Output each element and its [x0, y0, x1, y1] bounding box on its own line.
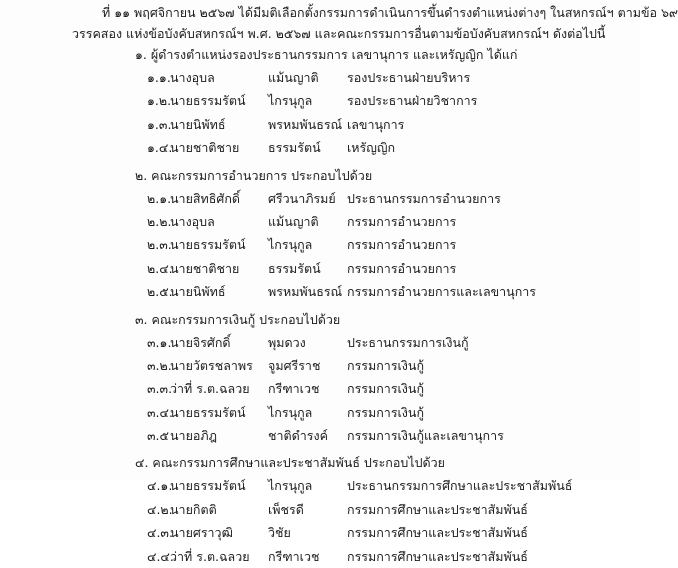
member-surname: ไกรนุกูล — [268, 237, 313, 253]
member-surname: กรีฑาเวช — [268, 548, 320, 564]
member-number: ๒.๒. — [147, 213, 172, 229]
member-surname: ธรรมรัตน์ — [268, 140, 321, 156]
member-surname: ธรรมรัตน์ — [268, 260, 321, 276]
member-row — [0, 136, 640, 159]
member-row — [0, 377, 640, 400]
member-surname: ไกรนุกูล — [268, 478, 313, 494]
member-name: ว่าที่ ร.ต.ฉลวย — [170, 548, 250, 564]
member-name: นายธรรมรัตน์ — [170, 93, 246, 109]
member-row — [0, 113, 640, 136]
member-number: ๒.๑. — [147, 190, 172, 206]
member-surname: แม้นญาติ — [268, 213, 319, 229]
section-heading: ๔. คณะกรรมการศึกษาและประชาสัมพันธ์ ประกอบไปด้วย — [135, 455, 445, 471]
member-surname: พรหมพันธรณ์ — [268, 116, 343, 132]
member-number: ๓.๔. — [147, 404, 173, 420]
member-surname: วิชัย — [268, 525, 291, 541]
member-surname: พรหมพันธรณ์ — [268, 284, 343, 300]
member-number: ๓.๒. — [147, 357, 172, 373]
intro-paragraph — [72, 2, 678, 44]
member-name: นายศราวุฒิ — [170, 525, 233, 541]
member-surname: ไกรนุกูล — [268, 404, 313, 420]
member-role: กรรมการเงินกู้ — [347, 357, 425, 373]
member-role: ประธานกรรมการอำนวยการ — [347, 190, 501, 206]
member-name: นางอุบล — [170, 213, 215, 229]
member-number: ๔.๓. — [147, 525, 173, 541]
member-surname: พุมดวง — [268, 334, 306, 350]
member-row — [0, 474, 640, 497]
member-number: ๑.๑. — [147, 70, 171, 85]
member-row — [0, 354, 640, 377]
member-role: ประธานกรรมการศึกษาและประชาสัมพันธ์ — [347, 478, 573, 494]
member-surname: ศรีวนาภิรมย์ — [268, 190, 336, 206]
intro-line-2: วรรคสอง แห่งข้อบังคับสหกรณ์ฯ พ.ศ. ๒๕๖๗ และคณะกรรมการอื่นตามข้อบังคับสหกรณ์ฯ ดังต่อไปนี้ — [72, 26, 606, 41]
member-name: นายชาติชาย — [170, 260, 240, 276]
member-surname: กรีฑาเวช — [268, 381, 320, 397]
member-surname: ชาติดำรงค์ — [268, 428, 328, 444]
member-role: เลขานุการ — [347, 116, 405, 132]
member-role: รองประธานฝ่ายวิชาการ — [347, 93, 478, 109]
member-role: กรรมการอำนวยการ — [347, 213, 457, 229]
member-number: ๓.๓. — [147, 381, 173, 397]
member-row — [0, 89, 640, 112]
member-number: ๑.๓. — [147, 116, 172, 132]
section-heading: ๒. คณะกรรมการอำนวยการ ประกอบไปด้วย — [135, 167, 373, 183]
member-name: นายจิรศักดิ์ — [170, 334, 231, 350]
member-role: กรรมการอำนวยการ — [347, 260, 457, 276]
member-role: กรรมการศึกษาและประชาสัมพันธ์ — [347, 501, 528, 517]
member-row — [0, 498, 640, 521]
member-surname: จูมศรีราช — [268, 357, 321, 373]
member-name: นายธรรมรัตน์ — [170, 237, 246, 253]
member-surname: ไกรนุกูล — [268, 93, 313, 109]
section-heading: ๑. ผู้ดำรงตำแหน่งรองประธานกรรมการ เลขานุการ และเหรัญญิก ได้แก่ — [135, 47, 518, 62]
member-row — [0, 331, 640, 354]
member-row — [0, 280, 640, 303]
member-number: ๓.๑. — [147, 334, 172, 350]
member-name: นายวัตรชลาพร — [170, 357, 253, 373]
member-name: นายนิพัทธ์ — [170, 284, 226, 300]
member-role: กรรมการเงินกู้ — [347, 381, 425, 397]
member-surname: แม้นญาติ — [268, 70, 319, 85]
member-number: ๔.๑. — [147, 478, 173, 494]
member-number: ๔.๒. — [147, 501, 173, 517]
member-role: กรรมการเงินกู้ — [347, 404, 425, 420]
member-number: ๑.๔. — [147, 140, 173, 156]
member-name: นางอุบล — [170, 70, 215, 85]
member-number: ๓.๕ — [147, 428, 169, 444]
member-row — [0, 521, 640, 544]
member-number: ๒.๓. — [147, 237, 172, 253]
member-role: ประธานกรรมการเงินกู้ — [347, 334, 469, 350]
sections-list — [0, 43, 640, 568]
member-name: นายชาติชาย — [170, 140, 240, 156]
member-number: ๒.๕. — [147, 284, 173, 300]
member-row — [0, 210, 640, 233]
member-name: นายธรรมรัตน์ — [170, 404, 246, 420]
section-heading: ๓. คณะกรรมการเงินกู้ ประกอบไปด้วย — [135, 311, 341, 327]
member-name: นายธรรมรัตน์ — [170, 478, 246, 494]
member-name: ว่าที่ ร.ต.ฉลวย — [170, 381, 250, 397]
member-row — [0, 66, 640, 89]
member-row — [0, 233, 640, 256]
member-row — [0, 187, 640, 210]
member-surname: เพ็ชรดี — [268, 501, 304, 517]
member-name: นายกิตติ — [170, 501, 217, 517]
intro-line-1: ที่ ๑๑ พฤศจิกายน ๒๕๖๗ ได้มีมติเลือกตั้งกรรมการดำเนินการขึ้นดำรงตำแหน่งต่างๆ ในสหกรณ์ฯ ตามข้อ ๖๙ — [102, 5, 678, 20]
member-name: นายสิทธิศักดิ์ — [170, 190, 241, 206]
member-number: ๑.๒. — [147, 93, 172, 109]
member-number: ๒.๔. — [147, 260, 173, 276]
member-role: กรรมการอำนวยการ — [347, 237, 457, 253]
member-row — [0, 424, 640, 447]
member-row — [0, 545, 640, 568]
member-role: กรรมการศึกษาและประชาสัมพันธ์ — [347, 548, 528, 564]
member-role: เหรัญญิก — [347, 140, 396, 156]
member-row — [0, 257, 640, 280]
member-role: รองประธานฝ่ายบริหาร — [347, 70, 471, 85]
member-row — [0, 401, 640, 424]
member-number: ๔.๔. — [147, 548, 174, 564]
member-role: กรรมการอำนวยการและเลขานุการ — [347, 284, 537, 300]
member-name: นายอภิฎ — [170, 428, 218, 444]
member-name: นายนิพัทธ์ — [170, 116, 226, 132]
member-role: กรรมการเงินกู้และเลขานุการ — [347, 428, 504, 444]
member-role: กรรมการศึกษาและประชาสัมพันธ์ — [347, 525, 528, 541]
